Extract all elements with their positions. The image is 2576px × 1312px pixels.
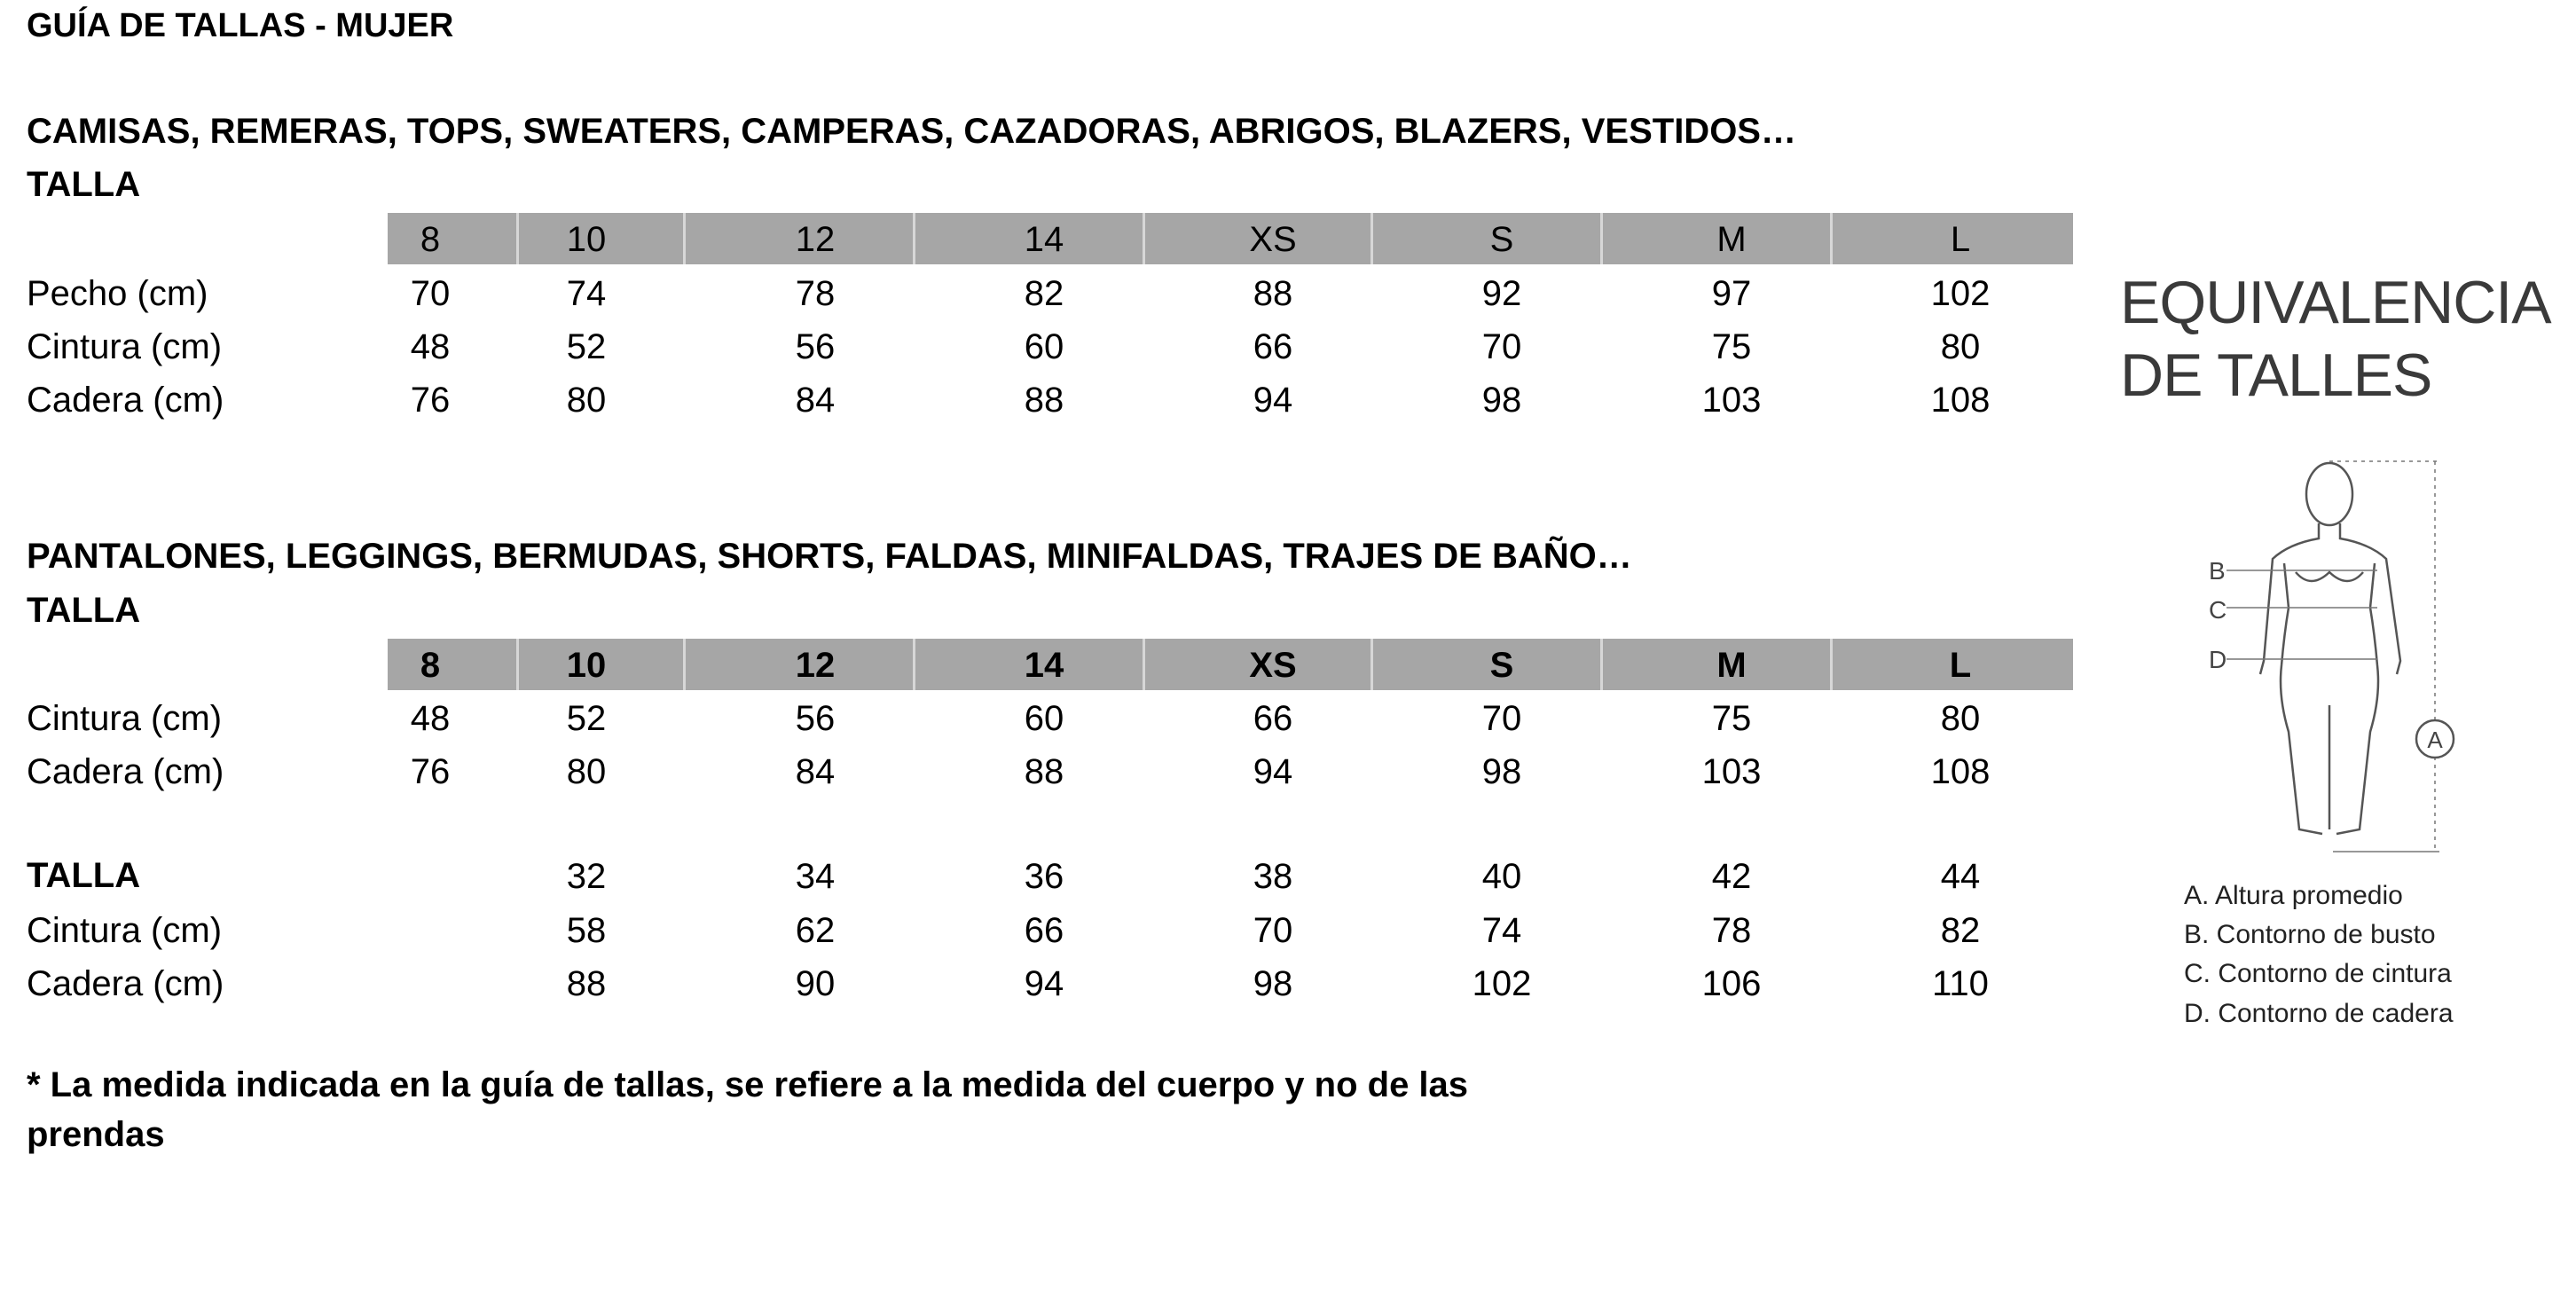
figure-left-arm: [2260, 523, 2319, 674]
label-d: D: [2209, 646, 2227, 673]
section1-cell: 84: [795, 381, 836, 420]
section2-row-label: Cintura (cm): [27, 699, 223, 738]
section3-size-header: 40: [1481, 857, 1522, 896]
section2-cell: 48: [410, 699, 451, 738]
section2-cell: 94: [1253, 752, 1293, 791]
section1-cell: 52: [566, 327, 607, 366]
section3-size-header: 34: [795, 857, 836, 896]
section1-cell: 70: [410, 274, 451, 313]
section1-size-header: L: [1950, 220, 1971, 259]
section3-cell: 74: [1481, 911, 1522, 950]
section1-size-header: 14: [1024, 220, 1064, 259]
section1-cell: 103: [1701, 381, 1762, 420]
figure-bust: [2296, 572, 2363, 581]
section1-row-label: Pecho (cm): [27, 274, 208, 313]
legend-c: C. Contorno de cintura: [2184, 959, 2452, 988]
section2-size-header: M: [1716, 646, 1747, 685]
section2-cell: 76: [410, 752, 451, 791]
section1-cell: 66: [1253, 327, 1293, 366]
figure-left-side: [2281, 563, 2322, 834]
section2-cell: 56: [795, 699, 836, 738]
section3-talla-label: TALLA: [27, 856, 141, 895]
section1-cell: 75: [1711, 327, 1752, 366]
section2-size-header: 14: [1024, 646, 1064, 685]
section3-size-header: 36: [1024, 857, 1064, 896]
section2-size-header: 10: [566, 646, 607, 685]
section1-talla-label: TALLA: [27, 165, 141, 204]
section1-cell: 102: [1930, 274, 1991, 313]
section3-cell: 78: [1711, 911, 1752, 950]
section1-cell: 76: [410, 381, 451, 420]
section2-cell: 66: [1253, 699, 1293, 738]
section3-row-label: Cadera (cm): [27, 964, 224, 1003]
section2-size-header: XS: [1249, 646, 1297, 685]
section3-row-label: Cintura (cm): [27, 911, 223, 950]
section2-cell: 98: [1481, 752, 1522, 791]
section1-cell: 94: [1253, 381, 1293, 420]
section3-size-header: 44: [1940, 857, 1981, 896]
section3-size-header: 42: [1711, 857, 1752, 896]
section1-cell: 82: [1024, 274, 1064, 313]
section1-row-label: Cadera (cm): [27, 381, 224, 420]
section3-cell: 98: [1253, 964, 1293, 1003]
section1-cell: 70: [1481, 327, 1522, 366]
label-a: A: [2427, 727, 2443, 753]
section3-cell: 90: [795, 964, 836, 1003]
footnote: * La medida indicada en la guía de tallas, se refiere a la medida del cuerpo y no de las prendas: [27, 1065, 1469, 1154]
section3-cell: 102: [1472, 964, 1532, 1003]
section3-size-header: 38: [1253, 857, 1293, 896]
section1-size-header: 10: [566, 220, 607, 259]
section1-cell: 97: [1711, 274, 1752, 313]
section3-cell: 94: [1024, 964, 1064, 1003]
equivalencia-title: [2120, 266, 2551, 412]
section3-cell: 70: [1253, 911, 1293, 950]
section1-cell: 48: [410, 327, 451, 366]
section3-cell: 66: [1024, 911, 1064, 950]
equivalencia-line1: EQUIVALENCIA: [2120, 269, 2551, 336]
section1-cell: 80: [1940, 327, 1981, 366]
section1-cell: 92: [1481, 274, 1522, 313]
figure-head: [2306, 463, 2352, 525]
section2-cell: 60: [1024, 699, 1064, 738]
section1-cell: 74: [566, 274, 607, 313]
page-title: GUÍA DE TALLAS - MUJER: [27, 7, 454, 44]
section2-cell: 75: [1711, 699, 1752, 738]
figure-right-side: [2336, 563, 2378, 834]
section2-cell: 84: [795, 752, 836, 791]
section1-cell: 98: [1481, 381, 1522, 420]
section2-size-header: 8: [420, 646, 441, 685]
legend-a: A. Altura promedio: [2184, 881, 2403, 910]
section3-cell: 58: [566, 911, 607, 950]
section1-size-header: S: [1489, 220, 1514, 259]
body-figure-illustration: [2200, 439, 2466, 865]
section3-cell: 106: [1701, 964, 1762, 1003]
section2-heading: PANTALONES, LEGGINGS, BERMUDAS, SHORTS, FALDAS, MINIFALDAS, TRAJES DE BAÑO…: [27, 537, 1632, 576]
section2-cell: 52: [566, 699, 607, 738]
label-b: B: [2209, 557, 2226, 585]
section2-row-label: Cadera (cm): [27, 752, 224, 791]
section2-cell: 88: [1024, 752, 1064, 791]
section1-cell: 88: [1024, 381, 1064, 420]
legend-b: B. Contorno de busto: [2184, 920, 2436, 949]
section2-talla-label: TALLA: [27, 591, 141, 630]
section1-cell: 108: [1930, 381, 1991, 420]
section1-cell: 56: [795, 327, 836, 366]
section3-size-header: 32: [566, 857, 607, 896]
section2-cell: 80: [566, 752, 607, 791]
section2-size-header: 12: [795, 646, 836, 685]
section1-row-label: Cintura (cm): [27, 327, 223, 366]
section2-cell: 103: [1701, 752, 1762, 791]
label-c: C: [2209, 596, 2227, 624]
section3-cell: 62: [795, 911, 836, 950]
section1-cell: 88: [1253, 274, 1293, 313]
section3-cell: 82: [1940, 911, 1981, 950]
section1-cell: 60: [1024, 327, 1064, 366]
equivalencia-line2: DE TALLES: [2120, 342, 2432, 409]
section3-cell: 88: [566, 964, 607, 1003]
section2-size-header: S: [1489, 646, 1514, 685]
section1-heading: CAMISAS, REMERAS, TOPS, SWEATERS, CAMPERAS, CAZADORAS, ABRIGOS, BLAZERS, VESTIDOS…: [27, 112, 1796, 151]
section2-cell: 108: [1930, 752, 1991, 791]
section1-cell: 78: [795, 274, 836, 313]
section1-size-header: 12: [795, 220, 836, 259]
section1-size-header: M: [1716, 220, 1747, 259]
section1-size-header: 8: [420, 220, 441, 259]
section2-cell: 70: [1481, 699, 1522, 738]
section3-cell: 110: [1932, 964, 1989, 1003]
legend-d: D. Contorno de cadera: [2184, 999, 2454, 1028]
section2-size-header: L: [1949, 646, 1972, 685]
section2-cell: 80: [1940, 699, 1981, 738]
section1-cell: 80: [566, 381, 607, 420]
section1-size-header: XS: [1249, 220, 1297, 259]
